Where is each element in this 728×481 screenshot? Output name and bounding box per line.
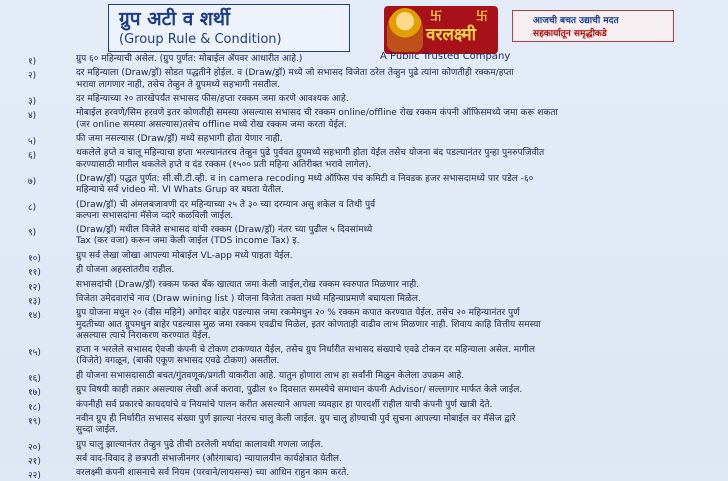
rule-number: २०)	[28, 442, 41, 453]
rule-text: भरावा लागणार नाही, तसेच तेव्हुन ते ग्रुपमध्ये सहभागी नसतील.	[76, 79, 281, 90]
brand-name: वरलक्ष्मी	[426, 25, 477, 45]
rule-text: फी जमा नसल्यास (Draw/ड्रॉ) मध्ये सहभागी होता येणार नाही.	[76, 134, 283, 144]
rule-text: सुच्दा जाईल.	[76, 425, 119, 436]
rule-text: ग्रुप चालु झाल्यानंतर तेव्हुन पुढे तीची ठरलेली मर्यादा कालावधी गणला जाईल.	[76, 439, 324, 450]
rule-number: ५)	[28, 137, 37, 147]
rule-text: Tax (कर वजा) करून जमा केली जाईल (TDS income Tax) इ.	[76, 236, 300, 247]
rule-text: करण्यासाठी मागील थकलेले हप्ते व दंड रक्कम (१५०० प्रती महिना अतिरीक्त भरावे लागेल).	[76, 159, 372, 170]
swastika-right-icon: 卐	[476, 9, 489, 23]
rule-number: ७)	[28, 177, 37, 187]
rule-text: ग्रुप सर्व लेखा जोखा आपल्या मोबाईल VL-app मध्ये पाहता येईल.	[76, 250, 293, 261]
rule-text: ग्रुप ६० महिन्याची असेल. (ग्रुप पुर्णत: मोबाईल ॲपवर आधारीत आहे.)	[76, 54, 303, 64]
rule-text: मुदतीच्या आत ग्रुपमधुन बाहेर पडल्यास मुळ जमा रक्कम एवढीच मिळेल, इतर कोणताही वाढीव लाभ मिळणार नाही. शिवाय काहि वित्तीय समस्या	[76, 319, 541, 330]
rule-number: २)	[28, 71, 37, 82]
rule-number: १२)	[28, 282, 41, 293]
rule-text: ही योजना सभासदासाठी बचत/गुंतवणूक/प्रगती याकरीता आहे. यातुन होणारा लाभ हा सर्वांनी मिळुन केलेला उपक्रम आहे.	[76, 370, 465, 381]
rule-text: कल्पना सभासदांना मॅसेज व्दारे कळविली जाईल.	[76, 210, 234, 221]
rule-text: कंपनीही सर्व प्रकारचे कायदयांचे व नियमांचे पालन करीत असल्याने आपला व्यवहार हा पारदर्शी राहील याची कंपनी पुर्ण खात्री देते.	[76, 399, 493, 410]
rule-number: १)	[28, 57, 37, 67]
title-box	[108, 4, 350, 52]
rule-text: ग्रुप विषयी काही तक्रार असल्यास लेखी अर्ज करावा, पुढील १० दिवसात समस्येचे समाधान कंपनी Advisor/ सल्लागार मार्फत केले जाईल.	[76, 385, 523, 396]
rule-text: असल्यास त्याचे निराकरण करण्यात येईल.	[76, 330, 211, 341]
rule-text: मोबाईल हरवणे/सिम हरवणे इतर कोणतीही समस्या असल्यास सभासद ची रक्कम online/offline रोख रक्कम कंपनी ऑफिसमध्ये जमा करू शकता	[76, 108, 558, 119]
rule-text: महिन्याचे सर्व video मो. VI Whats Grup वर बघता येतील.	[76, 185, 284, 196]
rule-text: (Draw/ड्रॉ) मधील विजेते सभासद यांची रक्कम (Draw/ड्रॉ) नंतर च्या पुढील ५ दिवसांमध्ये	[76, 225, 373, 236]
rule-number: १०)	[28, 253, 41, 264]
slogan-box	[512, 10, 674, 42]
rule-number: ६)	[28, 151, 37, 162]
rule-text: (विजेते) वगळून, (बाकी एकूण सभासद एवढे टोकण) असतील.	[76, 356, 280, 367]
rule-text: दर महिन्याच्या २० तारखेपर्यंत सभासद फीस/हप्ता रक्कम जमा करणे आवश्यक आहे.	[76, 94, 349, 104]
rule-text: ग्रुप योजना मधून २० (वीस महिने) अगोदर बाहेर पडल्यास जमा रकमेमधुन २० % रक्कम कपात करण्यात येईल. तसेच २० महिन्यानंतर पुर्ण	[76, 308, 520, 319]
rule-number: १६)	[28, 373, 41, 384]
rule-text: वरलक्ष्मी कंपनी शासनाचे सर्व नियम (परवाने/लायसन्स) च्या आधिन राहुन काम करते.	[76, 468, 350, 479]
rule-number: १९)	[28, 417, 41, 427]
goddess-emblem-icon	[387, 8, 423, 52]
swastika-left-icon: 卐	[430, 9, 443, 23]
rule-number: २२)	[28, 471, 41, 481]
rule-text: सभासदांची (Draw/ड्रॉ) रक्कम फक्त बँक खात्यात जमा केली जाईल,रोख रक्कम स्वरुपात मिळणार नाही.	[76, 279, 420, 290]
rule-number: ९)	[28, 228, 37, 239]
rule-number: २१)	[28, 457, 41, 467]
rule-number: १५)	[28, 348, 41, 359]
rule-text: दर महिन्याला (Draw/ड्रॉ) सोडत पद्धतीने होईल. व (Draw/ड्रॉ) मध्ये जो सभासद विजेता ठरेल तेव्हुन पुढे त्यांना कोणतीही रक्कम/हप्ता	[76, 68, 514, 79]
rule-number: १७)	[28, 388, 41, 399]
rule-number: ४)	[28, 111, 37, 122]
page-title: ग्रुप अटी व शर्थी	[119, 8, 230, 30]
header	[0, 0, 728, 62]
tagline: A Public Trusted Company	[380, 51, 511, 62]
page-subtitle: (Group Rule & Condition)	[119, 32, 282, 47]
rule-text: सर्व वाद-विवाद हे छत्रपती संभाजीनगर (औरंगाबाद) न्यायालयीन कार्यक्षेत्रात येतील.	[76, 454, 342, 464]
rule-text: (Draw/ड्रॉ) पद्धत पुर्णत: सी.सी.टी.व्ही. व in camera recoding मध्ये ऑफिस पंच कमिटी व निवडक हजर सभासदामध्ये पार पडेल -६०	[76, 174, 534, 184]
rule-text: (जर online समस्या असल्यास)तसेच offline मध्ये रोख रक्कम जमा करता येईल.	[76, 119, 347, 130]
rule-number: १४)	[28, 311, 41, 322]
rule-number: ३)	[28, 97, 37, 107]
company-logo	[384, 6, 498, 54]
rule-number: ११)	[28, 268, 41, 279]
rule-number: १३)	[28, 297, 41, 307]
slogan-line-2: सहकार्यातून समृद्धीकडे	[533, 29, 607, 39]
rule-text: (Draw/ड्रॉ) ची अंमलबजावणी दर महिन्याच्या २५ ते ३० च्या दरम्यान असु शकेल व तिथी पुर्व	[76, 199, 376, 210]
rule-number: १८)	[28, 402, 41, 413]
rule-text: ही योजना अहस्तांतरीय राहील.	[76, 265, 175, 276]
rule-text: थकलेले हप्ते व चालू महिन्याचा हप्ता भरल्यानंतरच तेव्हुन पुढे पुर्ववत ग्रुपमध्ये सहभागी होता येईल तसेच योजना बंद पडल्यानंतर पुन्हा पुनरुपजिवीत	[76, 148, 545, 159]
slogan-line-1: आजची बचत उद्याची मदत	[533, 16, 619, 26]
rule-text: हप्ता न भरलेले सभासद ऐवजी कंपनी चे टोकण टाकण्यात येईल, तसेच ग्रुप निर्धारीत सभासद संख्याचे एवढे टोकन दर महिन्याला असेल. मागील	[76, 345, 535, 356]
rule-text: विजेता उमेदवारांचे नाव (Draw wining list ) योजना विजेता तक्ता मध्ये महिन्याप्रमाणे बघायला मिळेल.	[76, 294, 421, 304]
rule-text: नवीन ग्रुप ही निर्धारीत सभासद संख्या पुर्ण झाल्या नंतरच चालु केली जाईल. ग्रुप चालु होण्याची पुर्व सुचना आपल्या मोबाईल वर मॅसेज द्वारे	[76, 414, 516, 424]
rule-number: ८)	[28, 202, 37, 213]
